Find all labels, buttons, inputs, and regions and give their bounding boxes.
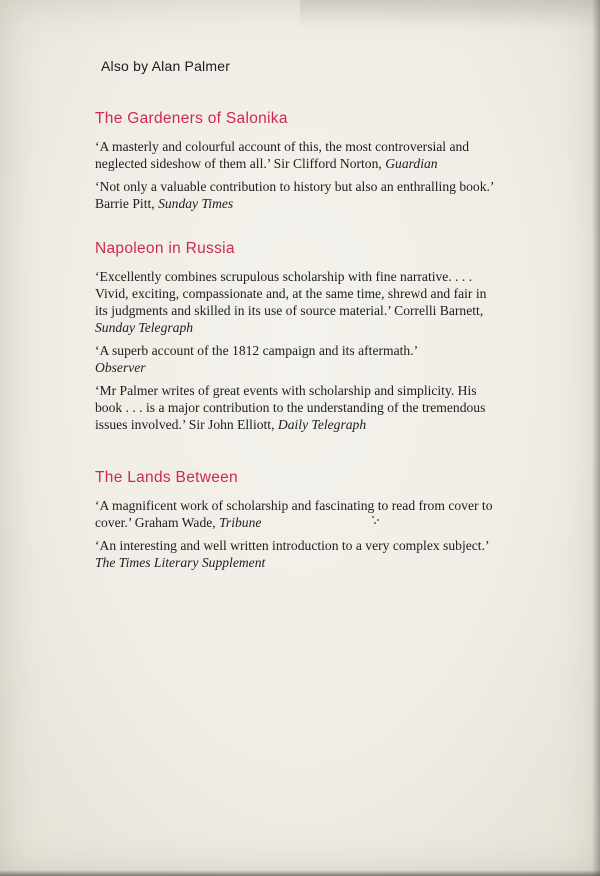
book-section-lands-between: [95, 469, 495, 571]
cover-bottom-edge: [0, 870, 600, 876]
review-quote: [95, 537, 495, 571]
book-section-gardeners: [95, 110, 495, 212]
review-source: The Times Literary Supplement: [95, 555, 266, 570]
review-source: Sunday Telegraph: [95, 320, 194, 335]
review-source: Guardian: [385, 156, 438, 171]
review-content: [95, 58, 495, 577]
review-quote: [95, 268, 495, 336]
cover-edge-shadow: [592, 0, 600, 876]
review-text: ‘Not only a valuable contribution to history but also an enthralling book.’ Barrie Pitt,: [95, 179, 494, 211]
book-title: Napoleon in Russia: [95, 240, 235, 257]
review-text: ‘A masterly and colourful account of this, the most controversial and neglected sideshow of them all.’ Sir Clifford Norton,: [95, 139, 470, 171]
review-quote: [95, 342, 495, 376]
review-text: ‘A superb account of the 1812 campaign and its aftermath.’: [95, 343, 419, 358]
book-title: The Lands Between: [95, 469, 238, 486]
review-source: Observer: [95, 360, 146, 375]
review-text: ‘Mr Palmer writes of great events with scholarship and simplicity. His book . . . is a major contribution to the understanding of the tremendous issues involved.’ Sir John Elliott,: [95, 383, 486, 432]
review-source: Sunday Times: [158, 196, 234, 211]
review-source: Daily Telegraph: [277, 417, 367, 432]
review-quote: [95, 138, 495, 172]
review-quote: [95, 497, 495, 531]
review-quote: [95, 178, 495, 212]
book-section-napoleon: [95, 240, 495, 433]
cover-scuff: [300, 0, 600, 28]
review-source: Tribune: [219, 515, 262, 530]
review-text: ‘A magnificent work of scholarship and fascinating to read from cover to cover.’ Graham Wade,: [95, 498, 493, 530]
review-text: ‘Excellently combines scrupulous scholarship with fine narrative. . . . Vivid, exciting, compassionate and, at the same time, shrewd and fair in its judgments and skilled in its use of source material.’ Correlli Barnett,: [95, 269, 487, 318]
paper-specks: [370, 515, 382, 525]
review-quote: [95, 382, 495, 433]
review-text: ‘An interesting and well written introduction to a very complex subject.’: [95, 538, 489, 553]
also-by-heading: Also by Alan Palmer: [101, 58, 231, 74]
book-title: The Gardeners of Salonika: [95, 110, 288, 127]
